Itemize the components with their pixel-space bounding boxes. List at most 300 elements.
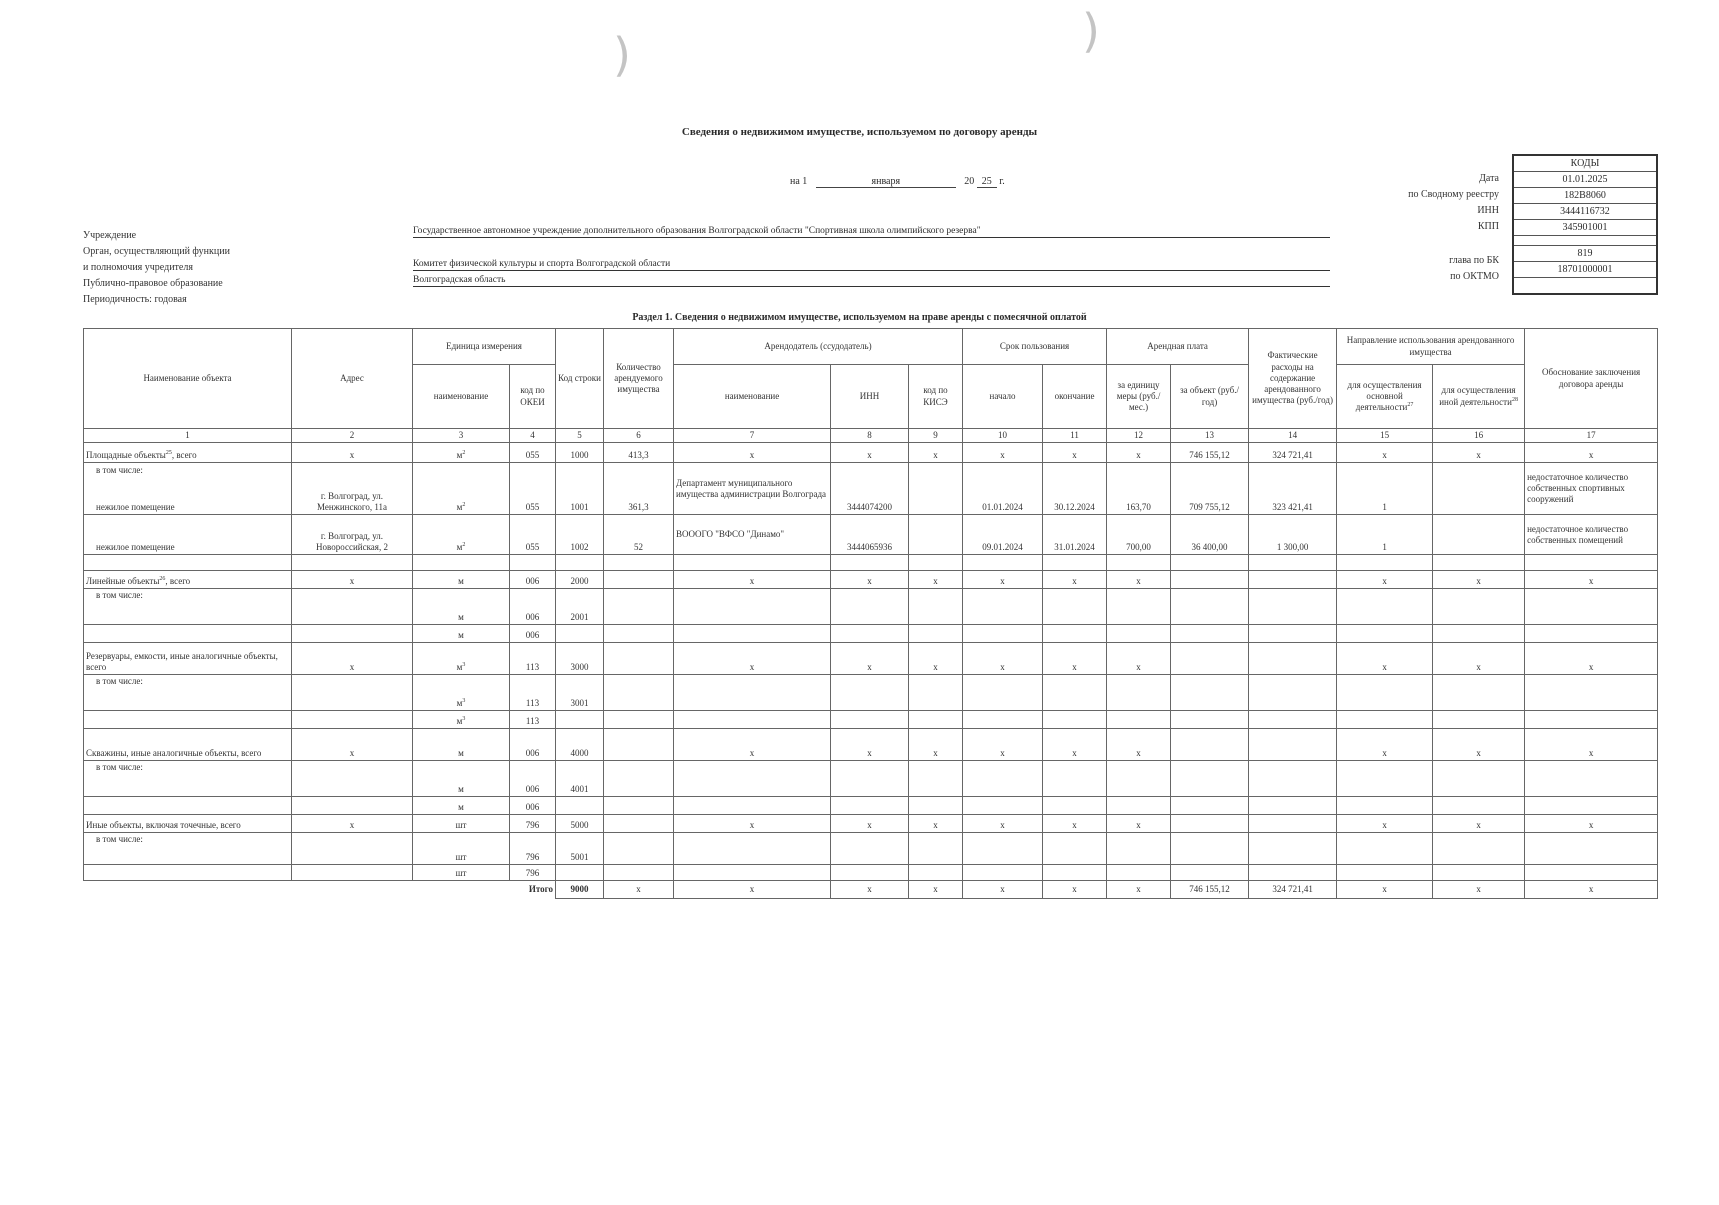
cell-u1 — [1337, 589, 1433, 625]
cell-code: 4000 — [556, 729, 604, 761]
total-code: 9000 — [556, 881, 604, 899]
unit-value: м — [456, 502, 463, 512]
col-usage-other-header — [1433, 365, 1525, 429]
column-number: 7 — [674, 429, 831, 443]
column-number: 13 — [1171, 429, 1249, 443]
code-oktmo: 18701000001 — [1514, 262, 1656, 278]
cell-start — [963, 625, 1043, 643]
cell-code — [556, 865, 604, 881]
total-end: х — [1043, 881, 1107, 899]
cell-code — [556, 797, 604, 815]
codes-box — [1512, 154, 1658, 295]
cell-okei: 113 — [510, 643, 556, 675]
cell-qty — [604, 643, 674, 675]
cell-obj — [1171, 589, 1249, 625]
table-row — [84, 675, 1658, 711]
cell-obj: 36 400,00 — [1171, 515, 1249, 555]
cell-addr: х — [292, 815, 413, 833]
col-usage-main-header — [1337, 365, 1433, 429]
cell-u2 — [1433, 589, 1525, 625]
cell-fact — [1249, 625, 1337, 643]
cell-unit — [413, 571, 510, 589]
cell-u2: х — [1433, 815, 1525, 833]
code-empty — [1514, 278, 1656, 293]
cell-unit — [413, 625, 510, 643]
cell-end: х — [1043, 729, 1107, 761]
cell-inn: 3444065936 — [831, 515, 909, 555]
cell-kise — [909, 865, 963, 881]
property-table — [83, 328, 1658, 899]
column-number: 11 — [1043, 429, 1107, 443]
cell-okei: 796 — [510, 815, 556, 833]
cell-unit — [413, 443, 510, 463]
cell-inn — [831, 589, 909, 625]
column-number: 5 — [556, 429, 604, 443]
cell-u1: х — [1337, 571, 1433, 589]
codes-header: КОДЫ — [1514, 156, 1656, 172]
registry-code-label: по Сводному реестру — [1408, 189, 1499, 200]
cell-kise — [909, 833, 963, 865]
cell-obj: 709 755,12 — [1171, 463, 1249, 515]
total-kise: х — [909, 881, 963, 899]
usage-other-text: для осуществления иной деятельности — [1439, 385, 1516, 407]
cell-okei: 796 — [510, 865, 556, 881]
table-row — [84, 761, 1658, 797]
object-name-cell — [84, 815, 292, 833]
cell-qty — [604, 865, 674, 881]
object-name: Скважины, иные аналогичные объекты, всего — [86, 748, 262, 758]
cell-obj — [1171, 643, 1249, 675]
cell-u1 — [1337, 797, 1433, 815]
table-row — [84, 555, 1658, 571]
cell-qty — [604, 729, 674, 761]
object-name-cell — [84, 711, 292, 729]
cell-okei: 055 — [510, 515, 556, 555]
cell-end: х — [1043, 571, 1107, 589]
object-name-cell — [84, 643, 292, 675]
cell-kise — [909, 761, 963, 797]
column-number: 16 — [1433, 429, 1525, 443]
cell-u1 — [1337, 833, 1433, 865]
object-name-cell — [84, 463, 292, 515]
col-rent-unit-header: за единицу меры (руб./мес.) — [1107, 365, 1171, 429]
table-row — [84, 833, 1658, 865]
total-inn: х — [831, 881, 909, 899]
cell-code: 4001 — [556, 761, 604, 797]
cell-obj — [1171, 729, 1249, 761]
cell-obj — [1171, 865, 1249, 881]
table-row — [84, 589, 1658, 625]
scan-bracket-mark: ) — [1082, 4, 1100, 58]
column-number: 17 — [1525, 429, 1658, 443]
code-inn: 3444116732 — [1514, 204, 1656, 220]
cell-unit — [413, 515, 510, 555]
cell-u1 — [1337, 625, 1433, 643]
unit-value: м — [456, 450, 463, 460]
total-just: х — [1525, 881, 1658, 899]
object-name: в том числе: — [96, 676, 143, 687]
cell-okei: 796 — [510, 833, 556, 865]
cell-end: х — [1043, 815, 1107, 833]
empty-cell — [1433, 555, 1525, 571]
cell-lessor: х — [674, 643, 831, 675]
object-name-cell — [84, 761, 292, 797]
cell-unit — [413, 833, 510, 865]
table-row — [84, 815, 1658, 833]
cell-code: 3001 — [556, 675, 604, 711]
col-justification-header: Обоснование заключения договора аренды — [1525, 329, 1658, 429]
column-number: 8 — [831, 429, 909, 443]
cell-lessor: Департамент муниципального имущества администрации Волгограда — [674, 463, 831, 515]
bk-code-label: глава по БК — [1449, 255, 1499, 266]
column-number: 9 — [909, 429, 963, 443]
cell-kise — [909, 675, 963, 711]
cell-start: 09.01.2024 — [963, 515, 1043, 555]
cell-fact: 324 721,41 — [1249, 443, 1337, 463]
total-start: х — [963, 881, 1043, 899]
cell-unit — [413, 729, 510, 761]
cell-u1: х — [1337, 729, 1433, 761]
cell-fact — [1249, 797, 1337, 815]
cell-start — [963, 589, 1043, 625]
cell-okei: 006 — [510, 729, 556, 761]
cell-lessor: х — [674, 729, 831, 761]
empty-cell — [831, 555, 909, 571]
cell-qty — [604, 571, 674, 589]
cell-code: 1001 — [556, 463, 604, 515]
cell-okei: 006 — [510, 571, 556, 589]
empty-cell — [1171, 555, 1249, 571]
cell-code: 5001 — [556, 833, 604, 865]
cell-just: х — [1525, 729, 1658, 761]
cell-u1: 1 — [1337, 515, 1433, 555]
object-name-cell — [84, 865, 292, 881]
empty-cell — [1107, 555, 1171, 571]
cell-qty: 361,3 — [604, 463, 674, 515]
cell-unit — [413, 589, 510, 625]
cell-fact — [1249, 711, 1337, 729]
cell-lessor — [674, 761, 831, 797]
cell-code — [556, 625, 604, 643]
object-name: в том числе: — [96, 762, 143, 773]
code-date: 01.01.2025 — [1514, 172, 1656, 188]
cell-u2: х — [1433, 643, 1525, 675]
total-rate: х — [1107, 881, 1171, 899]
cell-okei: 006 — [510, 761, 556, 797]
cell-start — [963, 833, 1043, 865]
cell-unit — [413, 865, 510, 881]
date-month: января — [816, 176, 956, 188]
total-fact: 324 721,41 — [1249, 881, 1337, 899]
cell-addr: х — [292, 729, 413, 761]
object-name-cell — [84, 625, 292, 643]
cell-lessor — [674, 797, 831, 815]
public-entity-label: Публично-правовое образование — [83, 278, 223, 289]
total-u1: х — [1337, 881, 1433, 899]
cell-end — [1043, 797, 1107, 815]
cell-kise — [909, 589, 963, 625]
empty-cell — [674, 555, 831, 571]
cell-inn — [831, 675, 909, 711]
cell-inn — [831, 625, 909, 643]
cell-code: 1002 — [556, 515, 604, 555]
unit-exponent: 3 — [462, 716, 466, 722]
cell-qty — [604, 625, 674, 643]
cell-rate: 700,00 — [1107, 515, 1171, 555]
cell-code: 5000 — [556, 815, 604, 833]
col-rent-object-header: за объект (руб./год) — [1171, 365, 1249, 429]
object-name: в том числе: — [96, 834, 143, 845]
unit-exponent: 2 — [462, 450, 466, 456]
cell-rate — [1107, 675, 1171, 711]
object-name-cell — [84, 729, 292, 761]
cell-u2 — [1433, 463, 1525, 515]
cell-lessor — [674, 833, 831, 865]
cell-fact: 1 300,00 — [1249, 515, 1337, 555]
object-name-tail: , всего — [165, 576, 191, 586]
cell-fact — [1249, 761, 1337, 797]
cell-inn: х — [831, 443, 909, 463]
cell-inn: х — [831, 643, 909, 675]
cell-rate — [1107, 761, 1171, 797]
code-bk: 819 — [1514, 246, 1656, 262]
cell-qty — [604, 833, 674, 865]
founder-label-line2: и полномочия учредителя — [83, 262, 193, 273]
cell-addr — [292, 761, 413, 797]
unit-value: м — [458, 748, 464, 758]
col-term-header: Срок пользования — [963, 329, 1107, 365]
col-lessor-name-header: наименование — [674, 365, 831, 429]
empty-cell — [1043, 555, 1107, 571]
cell-rate: 163,70 — [1107, 463, 1171, 515]
object-name-cell — [84, 797, 292, 815]
unit-value: шт — [455, 852, 467, 862]
total-empty-cell — [84, 881, 292, 899]
cell-qty — [604, 711, 674, 729]
unit-value: м — [456, 662, 463, 672]
code-registry: 182В8060 — [1514, 188, 1656, 204]
cell-lessor: ВОООГО "ВФСО "Динамо" — [674, 515, 831, 555]
cell-obj — [1171, 625, 1249, 643]
cell-u1 — [1337, 761, 1433, 797]
date-year-prefix: 20 — [964, 176, 975, 187]
cell-end — [1043, 833, 1107, 865]
cell-addr — [292, 797, 413, 815]
object-name: нежилое помещение — [96, 542, 175, 552]
cell-obj — [1171, 711, 1249, 729]
cell-u1 — [1337, 865, 1433, 881]
table-row — [84, 625, 1658, 643]
cell-addr — [292, 865, 413, 881]
col-lessor-header: Арендодатель (ссудодатель) — [674, 329, 963, 365]
cell-qty: 52 — [604, 515, 674, 555]
cell-rate — [1107, 797, 1171, 815]
total-row — [84, 881, 1658, 899]
total-label: Итого — [528, 884, 554, 895]
cell-u2 — [1433, 833, 1525, 865]
cell-just — [1525, 625, 1658, 643]
founder-label-line1: Орган, осуществляющий функции — [83, 246, 230, 257]
cell-fact — [1249, 815, 1337, 833]
cell-just: недостаточное количество собственных спортивных сооружений — [1525, 463, 1658, 515]
object-name-cell — [84, 589, 292, 625]
cell-qty — [604, 797, 674, 815]
cell-u2 — [1433, 675, 1525, 711]
cell-rate: х — [1107, 643, 1171, 675]
cell-rate — [1107, 711, 1171, 729]
unit-value: м — [458, 802, 464, 812]
cell-obj — [1171, 815, 1249, 833]
cell-end: 30.12.2024 — [1043, 463, 1107, 515]
code-kpp: 345901001 — [1514, 220, 1656, 236]
total-empty-cell — [292, 881, 413, 899]
table-row — [84, 729, 1658, 761]
col-unit-header: Единица измерения — [413, 329, 556, 365]
cell-kise — [909, 463, 963, 515]
cell-qty — [604, 761, 674, 797]
object-name: Иные объекты, включая точечные, всего — [86, 820, 241, 830]
date-suffix: г. — [999, 176, 1005, 187]
unit-value: м — [456, 716, 463, 726]
cell-just — [1525, 761, 1658, 797]
unit-value: м — [456, 542, 463, 552]
cell-inn: х — [831, 815, 909, 833]
footnote-27: 27 — [1407, 402, 1414, 409]
cell-rate: х — [1107, 443, 1171, 463]
cell-start: х — [963, 443, 1043, 463]
cell-kise: х — [909, 729, 963, 761]
object-name: в том числе: — [96, 590, 143, 601]
empty-cell — [1337, 555, 1433, 571]
cell-kise: х — [909, 571, 963, 589]
cell-obj — [1171, 797, 1249, 815]
inn-code-label: ИНН — [1477, 205, 1499, 216]
col-actual-header: Фактические расходы на содержание арендованного имущества (руб./год) — [1249, 329, 1337, 429]
cell-just — [1525, 711, 1658, 729]
cell-fact — [1249, 729, 1337, 761]
table-row — [84, 643, 1658, 675]
cell-kise — [909, 515, 963, 555]
empty-cell — [556, 555, 604, 571]
unit-value: шт — [455, 820, 467, 830]
object-name: Площадные объекты — [86, 450, 166, 460]
cell-u1: х — [1337, 443, 1433, 463]
total-lessor: х — [674, 881, 831, 899]
cell-kise: х — [909, 815, 963, 833]
cell-addr: г. Волгоград, ул. Менжинского, 11а — [292, 463, 413, 515]
cell-end: х — [1043, 643, 1107, 675]
cell-u2 — [1433, 711, 1525, 729]
col-usage-header: Направление использования арендованного имущества — [1337, 329, 1525, 365]
object-name-cell — [84, 443, 292, 463]
cell-qty — [604, 815, 674, 833]
cell-u2 — [1433, 865, 1525, 881]
empty-cell — [1525, 555, 1658, 571]
cell-lessor — [674, 675, 831, 711]
cell-lessor — [674, 589, 831, 625]
empty-cell — [413, 555, 510, 571]
cell-end — [1043, 865, 1107, 881]
col-rent-header: Арендная плата — [1107, 329, 1249, 365]
table-row — [84, 865, 1658, 881]
cell-inn — [831, 865, 909, 881]
unit-exponent: 2 — [462, 542, 466, 548]
cell-start: 01.01.2024 — [963, 463, 1043, 515]
section-title: Раздел 1. Сведения о недвижимом имуществе, используемом на праве аренды с помесячной оплатой — [632, 312, 1087, 323]
cell-fact — [1249, 643, 1337, 675]
cell-fact — [1249, 571, 1337, 589]
object-name: Линейные объекты — [86, 576, 160, 586]
cell-start — [963, 797, 1043, 815]
cell-code: 1000 — [556, 443, 604, 463]
table-row — [84, 571, 1658, 589]
column-number: 6 — [604, 429, 674, 443]
empty-cell — [1249, 555, 1337, 571]
table-row — [84, 797, 1658, 815]
cell-addr: г. Волгоград, ул. Новороссийская, 2 — [292, 515, 413, 555]
cell-start — [963, 761, 1043, 797]
cell-u1 — [1337, 711, 1433, 729]
column-number: 2 — [292, 429, 413, 443]
cell-start: х — [963, 643, 1043, 675]
cell-just — [1525, 589, 1658, 625]
cell-rate — [1107, 833, 1171, 865]
cell-addr: х — [292, 571, 413, 589]
public-entity-value: Волгоградская область — [413, 275, 1330, 287]
cell-okei: 006 — [510, 589, 556, 625]
col-name-header: Наименование объекта — [84, 329, 292, 429]
founder-value: Комитет физической культуры и спорта Волгоградской области — [413, 259, 1330, 271]
empty-cell — [963, 555, 1043, 571]
cell-u2 — [1433, 761, 1525, 797]
oktmo-code-label: по ОКТМО — [1450, 271, 1499, 282]
cell-fact: 323 421,41 — [1249, 463, 1337, 515]
cell-obj — [1171, 571, 1249, 589]
cell-code: 2001 — [556, 589, 604, 625]
cell-inn — [831, 711, 909, 729]
footnote-mark: 25 — [165, 450, 172, 456]
col-address-header: Адрес — [292, 329, 413, 429]
cell-rate — [1107, 865, 1171, 881]
col-okei-header: код по ОКЕИ — [510, 365, 556, 429]
empty-cell — [84, 555, 292, 571]
date-prefix: на 1 — [790, 176, 808, 187]
cell-just — [1525, 865, 1658, 881]
cell-u2 — [1433, 625, 1525, 643]
cell-inn — [831, 797, 909, 815]
cell-u2: х — [1433, 571, 1525, 589]
cell-qty: 413,3 — [604, 443, 674, 463]
total-empty-cell — [413, 881, 510, 899]
cell-start: х — [963, 815, 1043, 833]
col-qty-header: Количество арендуемого имущества — [604, 329, 674, 429]
cell-u1: 1 — [1337, 463, 1433, 515]
cell-end: х — [1043, 443, 1107, 463]
cell-end — [1043, 711, 1107, 729]
cell-start: х — [963, 571, 1043, 589]
cell-start — [963, 865, 1043, 881]
cell-rate — [1107, 589, 1171, 625]
cell-qty — [604, 589, 674, 625]
total-qty: х — [604, 881, 674, 899]
cell-lessor — [674, 865, 831, 881]
col-row-code-header: Код строки — [556, 329, 604, 429]
cell-end — [1043, 761, 1107, 797]
cell-okei: 055 — [510, 463, 556, 515]
cell-lessor: х — [674, 571, 831, 589]
cell-inn — [831, 761, 909, 797]
cell-just — [1525, 833, 1658, 865]
